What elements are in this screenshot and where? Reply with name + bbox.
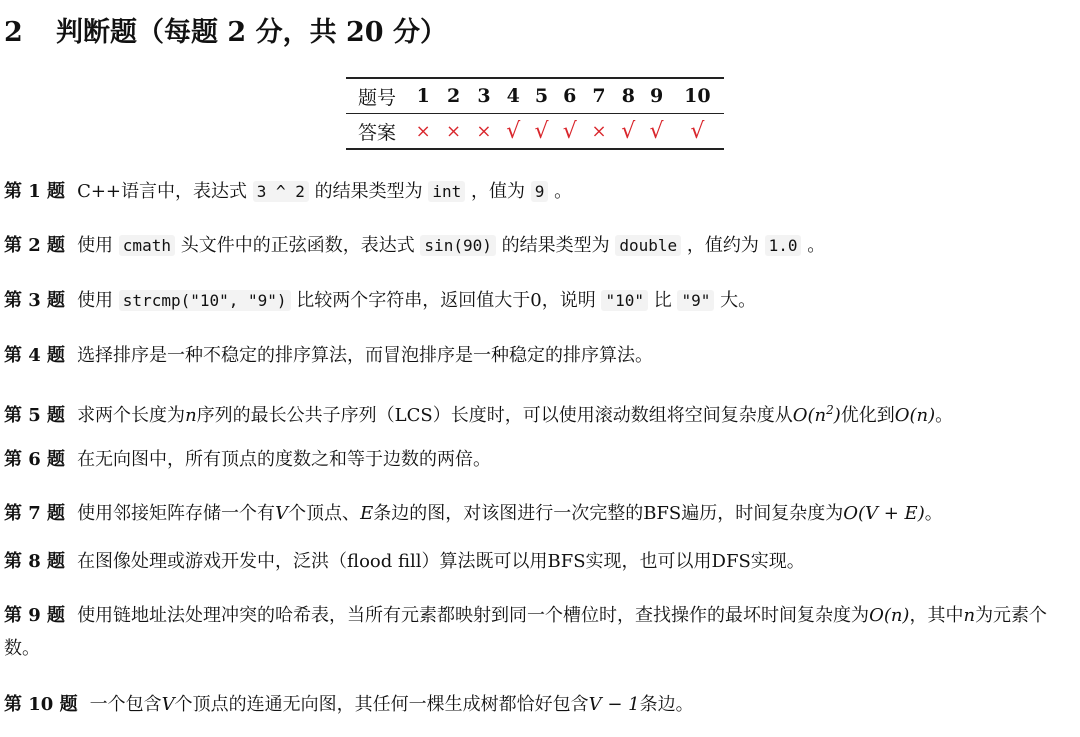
question-label: 第 2 题 xyxy=(4,235,66,256)
question-text: 条边的图，对该图进行一次完整的BFS遍历，时间复杂度为 xyxy=(373,503,844,524)
math-expression: V xyxy=(161,694,175,715)
question-7 xyxy=(4,498,943,530)
question-text: 使用邻接矩阵存储一个有 xyxy=(77,503,276,524)
question-text: 。 xyxy=(924,503,943,524)
question-label: 第 3 题 xyxy=(4,290,66,311)
question-label: 第 6 题 xyxy=(4,449,66,470)
question-text: 在无向图中，所有顶点的度数之和等于边数的两倍。 xyxy=(77,449,492,470)
math-superscript: 2 xyxy=(826,403,834,417)
inline-code: sin(90) xyxy=(420,235,495,256)
question-text: 的结果类型为 xyxy=(495,235,616,256)
question-label: 第 10 题 xyxy=(4,694,78,715)
question-text: 在图像处理或游戏开发中，泛洪（flood fill）算法既可以用BFS实现，也可以用DFS实现。 xyxy=(77,551,805,572)
question-label: 第 5 题 xyxy=(4,405,66,426)
answer-mark-8: √ xyxy=(621,118,636,144)
answer-mark-2: × xyxy=(446,120,462,142)
question-text: ，其中 xyxy=(909,605,964,626)
question-text: 的结果类型为 xyxy=(308,181,429,202)
question-5 xyxy=(4,394,953,432)
question-number-9: 9 xyxy=(649,85,664,107)
question-text: 比 xyxy=(648,290,678,311)
inline-code: double xyxy=(615,235,681,256)
question-10 xyxy=(4,689,694,721)
question-text: 大。 xyxy=(714,290,757,311)
question-text: 头文件中的正弦函数，表达式 xyxy=(174,235,421,256)
inline-code: "9" xyxy=(677,290,714,311)
question-number-6: 6 xyxy=(563,85,577,107)
answer-table-header-row xyxy=(346,78,724,114)
question-text: 选择排序是一种不稳定的排序算法，而冒泡排序是一种稳定的排序算法。 xyxy=(77,345,654,366)
question-text: 。 xyxy=(548,181,573,202)
question-text: 比较两个字符串，返回值大于0，说明 xyxy=(290,290,602,311)
question-text: 个顶点、 xyxy=(288,503,361,524)
question-text: 一个包含 xyxy=(89,694,162,715)
question-number-3: 3 xyxy=(477,85,491,107)
inline-code: "10" xyxy=(601,290,648,311)
question-text: 。 xyxy=(935,405,954,426)
question-text: 。 xyxy=(801,235,826,256)
question-number-10: 10 xyxy=(684,85,711,107)
answer-mark-9: √ xyxy=(649,118,664,144)
math-expression: O(n) xyxy=(894,405,936,426)
math-expression: O(n xyxy=(792,405,827,426)
question-text: 使用链地址法处理冲突的哈希表，当所有元素都映射到同一个槽位时，查找操作的最坏时间复杂度为 xyxy=(77,605,870,626)
question-text: 优化到 xyxy=(840,405,895,426)
answer-mark-5: √ xyxy=(534,118,549,144)
question-text: ，值约为 xyxy=(681,235,765,256)
question-2 xyxy=(4,230,825,262)
question-label: 第 9 题 xyxy=(4,605,66,626)
question-text: ，值为 xyxy=(465,181,531,202)
question-text: 条边。 xyxy=(639,694,694,715)
question-9 xyxy=(4,599,1072,665)
math-expression: ) xyxy=(833,405,841,426)
header-label: 题号 xyxy=(357,86,396,109)
question-8 xyxy=(4,546,805,578)
question-text: 为元素个数。 xyxy=(4,605,1048,659)
question-number-8: 8 xyxy=(621,85,635,107)
math-expression: n xyxy=(185,405,197,426)
section-number: 2 xyxy=(4,17,23,48)
question-6 xyxy=(4,444,491,476)
question-number-4: 4 xyxy=(506,85,520,107)
math-expression: E xyxy=(360,503,374,524)
answer-mark-7: × xyxy=(591,120,607,142)
math-expression: O(n) xyxy=(869,605,910,626)
math-expression: V − 1 xyxy=(588,694,640,715)
math-expression: O(V + E) xyxy=(843,503,925,524)
section-heading xyxy=(4,10,447,49)
section-title: 判断题（每题 2 分，共 20 分） xyxy=(56,17,447,48)
question-text: 使用 xyxy=(77,235,119,256)
inline-code: int xyxy=(428,181,465,202)
question-text: 个顶点的连通无向图，其任何一棵生成树都恰好包含 xyxy=(174,694,589,715)
question-text: 求两个长度为 xyxy=(77,405,186,426)
question-3 xyxy=(4,285,756,317)
question-label: 第 4 题 xyxy=(4,345,66,366)
question-text: 序列的最长公共子序列（LCS）长度时，可以使用滚动数组将空间复杂度从 xyxy=(196,405,793,426)
inline-code: 1.0 xyxy=(765,235,802,256)
inline-code: cmath xyxy=(119,235,175,256)
question-label: 第 8 题 xyxy=(4,551,66,572)
row-label: 答案 xyxy=(357,121,396,144)
question-label: 第 1 题 xyxy=(4,181,66,202)
question-label: 第 7 题 xyxy=(4,503,66,524)
answer-mark-4: √ xyxy=(506,118,521,144)
inline-code: 3 ^ 2 xyxy=(253,181,309,202)
question-text: 使用 xyxy=(77,290,119,311)
answer-mark-3: × xyxy=(476,120,492,142)
question-1 xyxy=(4,176,572,208)
answer-mark-1: × xyxy=(415,120,431,142)
answer-mark-6: √ xyxy=(562,118,577,144)
question-number-1: 1 xyxy=(416,85,430,107)
inline-code: strcmp("10", "9") xyxy=(119,290,291,311)
question-text: C++语言中，表达式 xyxy=(77,181,253,202)
inline-code: 9 xyxy=(531,181,549,202)
answer-mark-10: √ xyxy=(690,118,705,144)
math-expression: n xyxy=(963,605,976,626)
math-expression: V xyxy=(275,503,289,524)
answer-table-answer-row xyxy=(346,114,724,150)
question-number-2: 2 xyxy=(446,85,461,107)
answer-table xyxy=(346,77,724,150)
question-4 xyxy=(4,340,653,372)
question-number-5: 5 xyxy=(534,85,549,107)
question-number-7: 7 xyxy=(592,85,606,107)
